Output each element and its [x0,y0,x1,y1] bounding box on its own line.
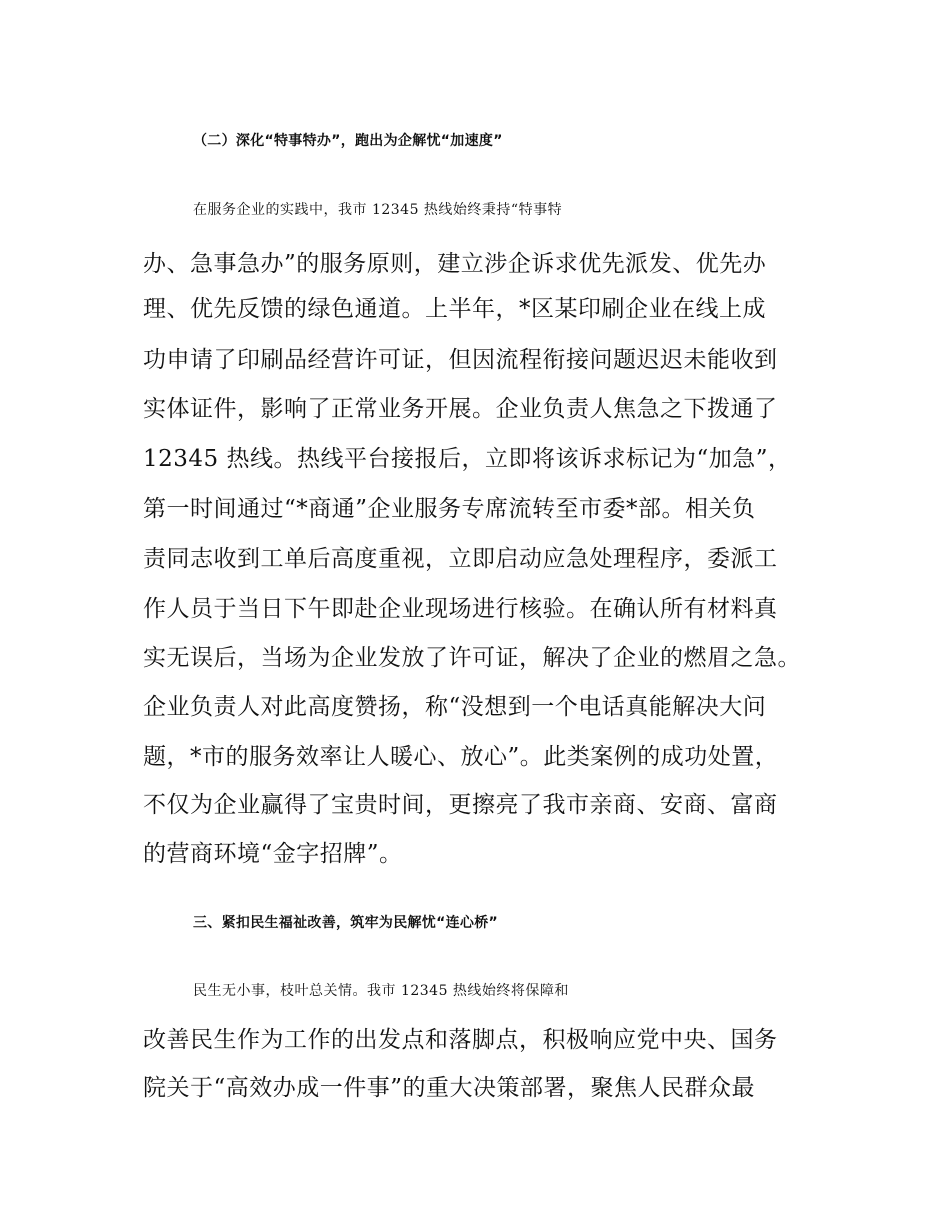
paragraph-line: 企业负责人对此高度赞扬，称“没想到一个电话真能解决大问 [143,694,767,720]
paragraph-line: 不仅为企业赢得了宝贵时间，更擦亮了我市亲商、安商、富商 [143,792,778,818]
section-heading-2: （二）深化“特事特办”，跑出为企解忧“加速度” [193,133,503,149]
paragraph-line: 作人员于当日下午即赴企业现场进行核验。在确认所有材料真 [143,596,778,622]
paragraph-line: 第一时间通过“*商通”企业服务专席流转至市委*部。相关负 [143,496,756,522]
paragraph-line: 实体证件，影响了正常业务开展。企业负责人焦急之下拨通了 [143,396,778,422]
paragraph-line: 办、急事急办”的服务原则，建立涉企诉求优先派发、优先办 [143,251,767,277]
paragraph-line: 民生无小事，枝叶总关情。我市 12345 热线始终将保障和 [193,983,569,999]
paragraph-line: 12345 热线。热线平台接报后，立即将该诉求标记为“加急”， [143,446,792,472]
paragraph-line: 在服务企业的实践中，我市 12345 热线始终秉持“特事特 [193,202,563,218]
section-heading-3: 三、紧扣民生福祉改善，筑牢为民解忧“连心桥” [193,915,499,931]
paragraph-line: 院关于“高效办成一件事”的重大决策部署，聚焦人民群众最 [143,1075,756,1101]
paragraph-line: 实无误后，当场为企业发放了许可证，解决了企业的燃眉之急。 [143,645,801,671]
paragraph-line: 改善民生作为工作的出发点和落脚点，积极响应党中央、国务 [143,1027,778,1053]
paragraph-line: 责同志收到工单后高度重视，立即启动应急处理程序，委派工 [143,546,778,572]
paragraph-line: 理、优先反馈的绿色通道。上半年，*区某印刷企业在线上成 [143,296,766,322]
paragraph-line: 功申请了印刷品经营许可证，但因流程衔接问题迟迟未能收到 [143,347,778,373]
paragraph-line: 的营商环境“金字招牌”。 [143,841,403,867]
paragraph-line: 题，*市的服务效率让人暖心、放心”。此类案例的成功处置， [143,744,779,770]
